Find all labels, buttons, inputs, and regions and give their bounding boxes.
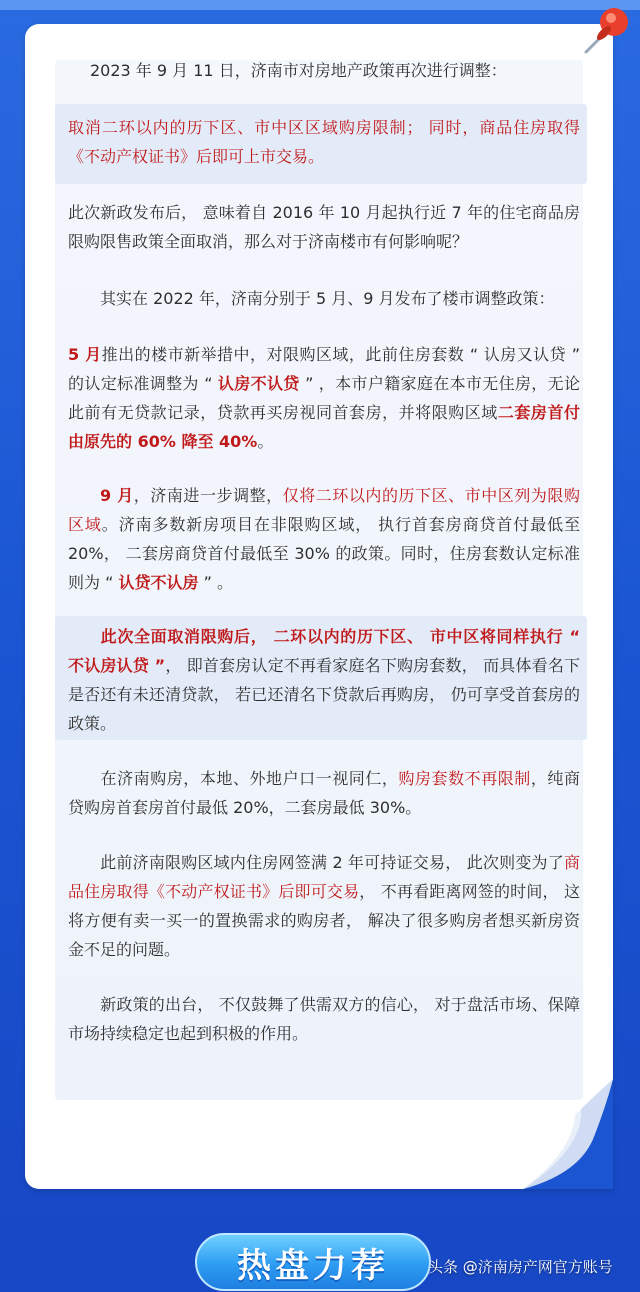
september-label: 9 月 [100, 486, 134, 505]
conclusion-paragraph [68, 990, 580, 1048]
september-highlight-2: 认贷不认房 [118, 573, 199, 592]
full-cancel-highlight: 此次全面取消限购后， 二环以内的历下区、 市中区将同样执行 “ 不认房认贷 ” [68, 627, 580, 675]
may-highlight-1: 认房不认贷 [217, 374, 300, 393]
september-text-1: ，济南进一步调整， [133, 486, 283, 505]
resale-highlight: 商品住房取得《不动产权证书》后即可交易 [68, 853, 580, 901]
may-policy-paragraph [68, 340, 580, 456]
pushpin-icon [578, 2, 634, 56]
impact-question-text: 此次新政发布后， 意味着自 2016 年 10 月起执行近 7 年的住宅商品房限购限售政策全面取消，那么对于济南楼市有何影响呢？ [68, 203, 580, 251]
hot-property-banner[interactable] [195, 1233, 431, 1291]
residency-text-1: 在济南购房，本地、外地户口一视同仁， [100, 769, 399, 788]
full-cancel-text: ， 即首套房认定不再看家庭名下购房套数， 而具体看名下是否还有未还清贷款， 若已还清名下贷款后再购房， 仍可享受首套房的政策。 [68, 656, 580, 733]
may-label: 5 月 [68, 345, 102, 364]
residency-text-2: ，纯商贷购房首套房首付最低 20%，二套房最低 30%。 [68, 769, 580, 817]
september-policy-paragraph [68, 481, 580, 597]
top-band [0, 0, 640, 10]
hot-property-title: 热盘力荐 [237, 1245, 389, 1286]
policy-headline-text: 取消二环以内的历下区、市中区区域购房限制； 同时，商品住房取得《不动产权证书》后即可上市交易。 [68, 118, 580, 166]
intro-paragraph [90, 56, 570, 85]
history-intro-text: 其实在 2022 年，济南分别于 5 月、9 月发布了楼市调整政策： [100, 289, 555, 308]
resale-text-1: 此前济南限购区域内住房网签满 2 年可持证交易， 此次则变为了 [100, 853, 564, 872]
source-watermark: 头条 @济南房产网官方账号 [428, 1258, 613, 1276]
full-cancel-paragraph [68, 622, 580, 738]
history-intro-paragraph [100, 284, 580, 313]
may-highlight-2: 二套房首付由原先的 60% 降至 40% [68, 403, 580, 451]
september-highlight-1: 仅将二环以内的历下区、市中区列为限购区域 [68, 486, 580, 534]
may-text-1: 推出的楼市新举措中，对限购区域，此前住房套数 “ 认房又认贷 ” 的认定标准调整为 “ [68, 345, 580, 393]
resale-text-2: ， 不再看距离网签的时间， 这将方便有卖一买一的置换需求的购房者， 解决了很多购房者想买新房资金不足的问题。 [68, 882, 580, 959]
resale-paragraph [68, 848, 580, 964]
intro-text: 2023 年 9 月 11 日，济南市对房地产政策再次进行调整： [90, 61, 507, 80]
september-text-2: 。济南多数新房项目在非限购区域， 执行首套房商贷首付最低至 20%， 二套房商贷首付最低至 30% 的政策。同时，住房套数认定标准则为 “ [68, 515, 580, 592]
september-text-3: ” 。 [198, 573, 233, 592]
may-text-2: ” ，本市户籍家庭在本市无住房，无论此前有无贷款记录，贷款再买房视同首套房，并将限购区域 [68, 374, 580, 422]
residency-paragraph [68, 764, 580, 822]
residency-highlight: 购房套数不再限制 [398, 769, 531, 788]
conclusion-text: 新政策的出台， 不仅鼓舞了供需双方的信心， 对于盘活市场、保障市场持续稳定也起到积极的作用。 [68, 995, 580, 1043]
policy-headline-paragraph [68, 113, 580, 171]
page-curl-icon [523, 1079, 613, 1189]
may-text-3: 。 [257, 432, 274, 451]
impact-question-paragraph [68, 198, 580, 256]
